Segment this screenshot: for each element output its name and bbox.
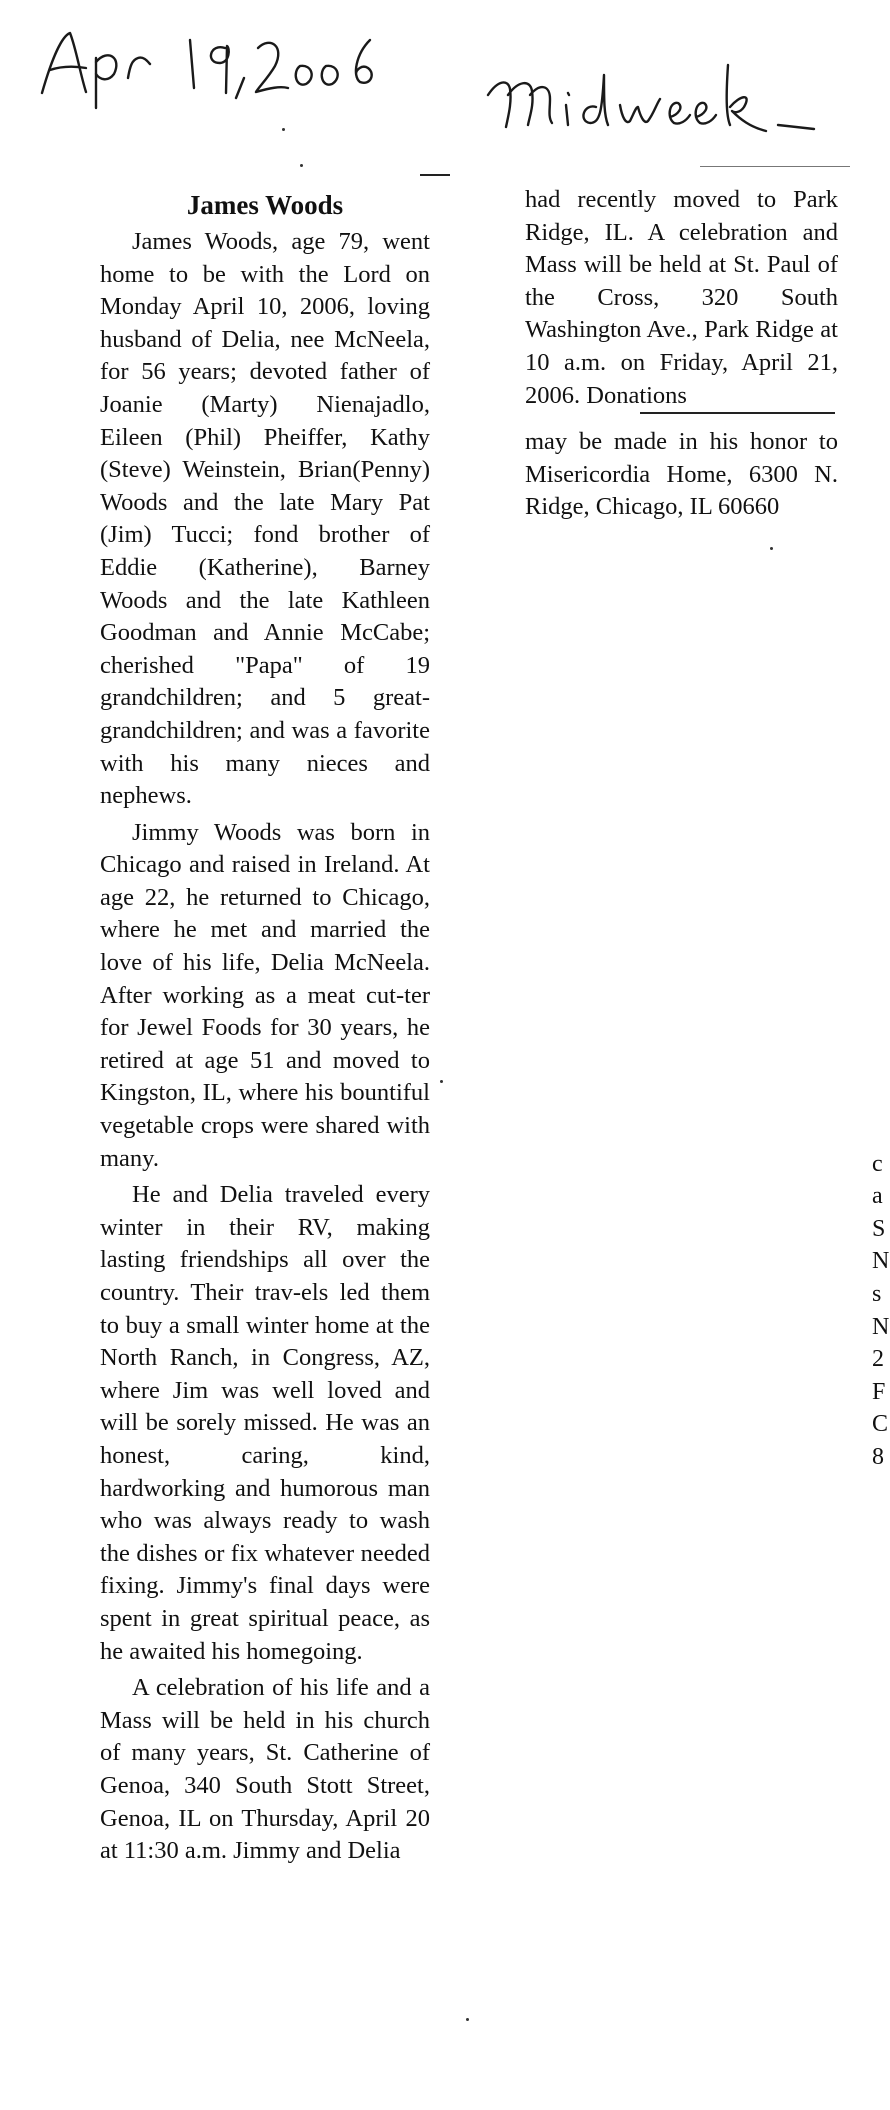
obituary-left-column [100,188,430,1872]
edge-char: s [872,1280,882,1307]
obituary-paragraph: may be made in his honor to Misericordia Home, 6300 N. Ridge, Chicago, IL 60660 [525,428,838,521]
obituary-paragraph: He and Delia traveled every winter in their RV, making lasting friendships all over the country. Their trav-els led them to buy a small winter home at the North Ranch, in Congress, AZ, where Jim was well loved and will be sorely missed. He was an honest, caring, kind, hardworking and humorous man who was always ready to wash the dishes or fix whatever needed fixing. Jimmy's final days were spent in great spiritual peace, as he awaited his homegoing. [100,1181,430,1665]
obituary-paragraph: had recently moved to Park Ridge, IL. A celebration and Mass will be held at St. Paul of the Cross, 320 South Washington Ave., Park Ridge at 10 a.m. on Friday, April 21, 2006. Donations [525,186,838,409]
speck [770,547,773,550]
edge-char: C [872,1411,889,1438]
edge-char: 2 [872,1346,884,1373]
speck [440,1080,443,1083]
edge-char: S [872,1215,886,1242]
column-rule-left [420,174,450,176]
handwritten-publication [478,55,838,145]
obituary-right-column [525,184,838,528]
speck [300,164,303,167]
edge-char: 8 [872,1443,884,1470]
edge-char [872,1115,890,1148]
speck [282,128,285,131]
adjacent-column-edge [872,1115,890,1474]
edge-char: F [872,1378,886,1405]
obituary-headline: James Woods [186,190,344,220]
column-rule-top-right [700,166,850,167]
edge-char: a [872,1183,883,1210]
edge-char: c [872,1150,883,1177]
obituary-paragraph: James Woods, age 79, went home to be with the Lord on Monday April 10, 2006, loving husband of Delia, nee McNeela, for 56 years; devoted father of Joanie (Marty) Nienajadlo, Eileen (Phil) Pheiffer, Kathy (Steve) Weinstein, Brian(Penny) Woods and the late Mary Pat (Jim) Tucci; fond brother of Eddie (Katherine), Barney Woods and the late Kathleen Goodman and Annie McCabe; cherished "Papa" of 19 grandchildren; and 5 great-grandchildren; and was a favorite with his many nieces and nephews. [100,228,430,810]
speck [466,2018,469,2021]
handwritten-date [30,18,420,113]
obituary-paragraph: Jimmy Woods was born in Chicago and raised in Ireland. At age 22, he returned to Chicago, where he met and married the love of his life, Delia McNeela. After working as a meat cut-ter for Jewel Foods for 30 years, he retired at age 51 and moved to Kingston, IL, where his bountiful vegetable crops were shared with many. [100,818,430,1172]
edge-char: N [872,1313,890,1340]
edge-char: N [872,1248,890,1275]
obituary-paragraph: A celebration of his life and a Mass will be held in his church of many years, St. Catherine of Genoa, 340 South Stott Street, Genoa, IL on Thursday, April 20 at 11:30 a.m. Jimmy and Delia [100,1674,430,1865]
